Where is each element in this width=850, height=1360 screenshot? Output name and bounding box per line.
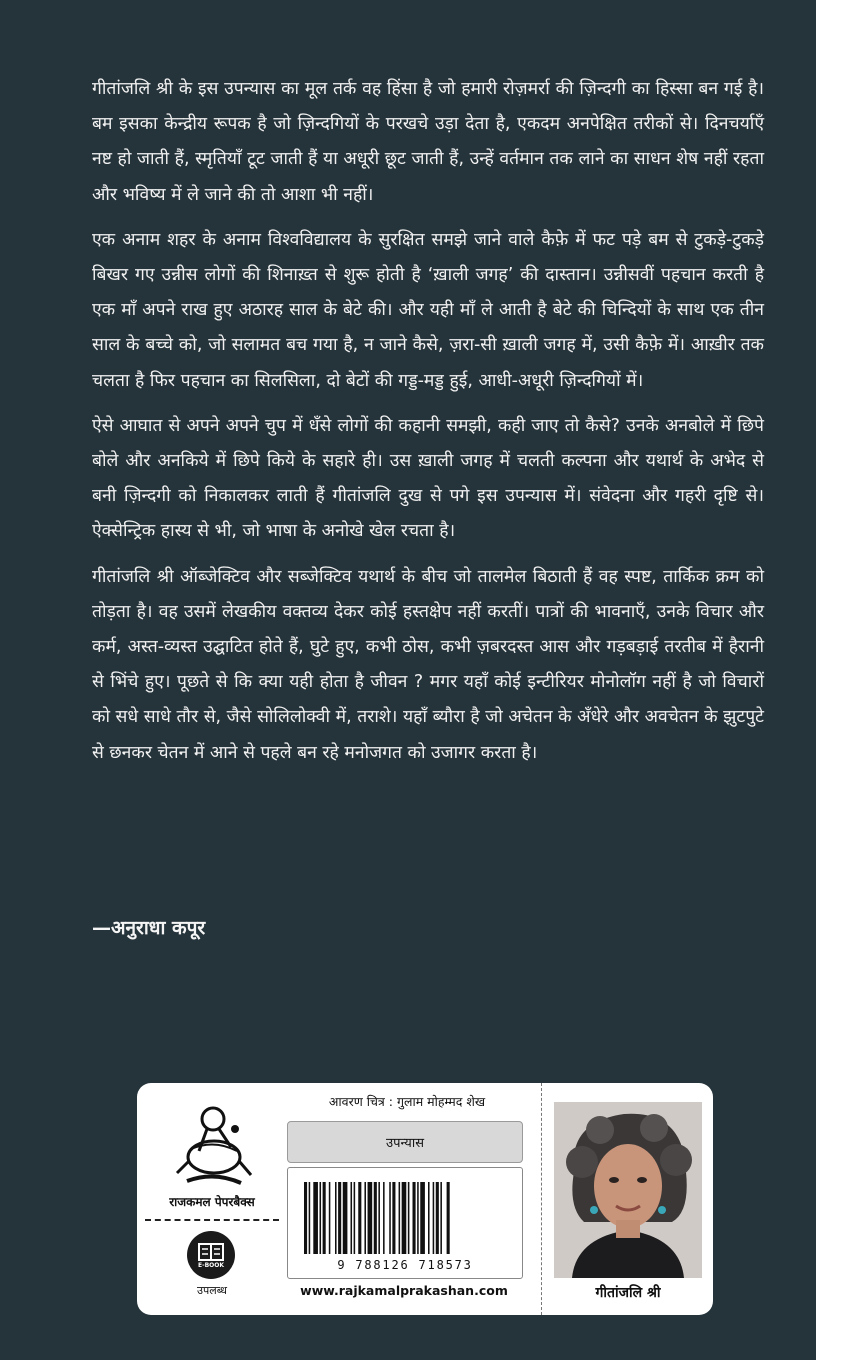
- barcode-bar: [428, 1182, 430, 1254]
- ebook-icon: [187, 1231, 235, 1279]
- barcode-bar: [338, 1182, 341, 1254]
- dashed-divider: [145, 1219, 279, 1221]
- barcode-bar: [408, 1182, 410, 1254]
- barcode-bar: [417, 1182, 419, 1254]
- author-photo: [554, 1102, 702, 1278]
- cover-art-credit: आवरण चित्र : गुलाम मोहम्मद शेख: [328, 1094, 486, 1109]
- review-signature: —अनुराधा कपूर: [92, 917, 206, 939]
- info-panel: [137, 1083, 713, 1315]
- publisher-column: [137, 1083, 287, 1315]
- barcode-bar: [354, 1182, 356, 1254]
- ebook-badge-text: E-BOOK: [197, 1262, 224, 1269]
- barcode-bar: [420, 1182, 425, 1254]
- blurb-paragraph-3: ऐसे आघात से अपने अपने चुप में धँसे लोगों की कहानी समझी, कही जाए तो कैसे? उनके अनबोले में छिपे बोले और अनकिये में छिपे किये के सहारे ही। उस ख़ाली जगह में चलती कल्पना और यथार्थ के अभेद से बनी ज़िन्दगी को निकालकर लाती हैं गीतांजलि दुख से पगे इस उपन्यास में। संवेदना और गहरी दृष्टि से। ऐक्सेन्ट्रिक हास्य से भी, जो भाषा के अनोखे खेल रचता है।: [92, 415, 764, 542]
- barcode-bar: [323, 1182, 326, 1254]
- barcode-bar: [402, 1182, 407, 1254]
- barcode-bar: [378, 1182, 380, 1254]
- genre-box: [287, 1121, 523, 1163]
- barcode-bar: [399, 1182, 401, 1254]
- blurb-paragraph-1: गीतांजलि श्री के इस उपन्यास का मूल तर्क वह हिंसा है जो हमारी रोज़मर्रा की ज़िन्दगी का हिस्सा बन गई है। बम इसका केन्द्रीय रूपक है जो ज़िन्दगियों के परखचे उड़ा देता है, एकदम अनपेक्षित तरीकों से। दिनचर्याएँ नष्ट हो जाती हैं, स्मृतियाँ टूट जाती हैं या अधूरी छूट जाती हैं, उन्हें वर्तमान तक लाने का साधन शेष नहीं रहता और भविष्य में ले जाने की तो आशा भी नहीं।: [92, 79, 764, 205]
- publisher-name: राजकमल पेपरबैक्स: [169, 1195, 255, 1209]
- blurb-paragraph-4: गीतांजलि श्री ऑब्जेक्टिव और सब्जेक्टिव यथार्थ के बीच जो तालमेल बिठाती हैं वह स्पष्ट, तार्किक क्रम को तोड़ता है। वह उसमें लेखकीय वक्तव्य देकर कोई हस्तक्षेप नहीं करतीं। पात्रों की भावनाएँ, उनके विचार और कर्म, अस्त-व्यस्त उद्घाटित होते हैं, घुटे हुए, कभी ठोस, कभी ज़बरदस्त आस और गड़बड़ाई तरतीब में हैरानी से भिंचे हुए। पूछते से कि क्या यही होता है जीवन ? मगर यहाँ कोई इन्टीरियर मोनोलॉग नहीं है जो विचारों को सधे साधे तौर से, जैसे सोलिलोक्वी में, तराशे। यहाँ ब्यौरा है जो अचेतन के अँधेरे और अवचेतन के झुटपुटे से छनकर चेतन में आने से पहले बन रहे मनोजगत को उजागर करता है।: [92, 566, 764, 763]
- isbn-number: 9 788126 718573: [337, 1258, 473, 1272]
- barcode-bar: [313, 1182, 318, 1254]
- barcode-bar: [329, 1182, 331, 1254]
- barcode-bars: [302, 1182, 508, 1256]
- barcode-bar: [358, 1182, 361, 1254]
- barcode-bar: [389, 1182, 391, 1254]
- panel-divider: [541, 1083, 542, 1315]
- barcode-bar: [343, 1182, 348, 1254]
- barcode-bar: [364, 1182, 366, 1254]
- barcode-bar: [309, 1182, 311, 1254]
- page-edge-margin: [816, 0, 850, 1360]
- publisher-website: www.rajkamalprakashan.com: [300, 1283, 508, 1298]
- barcode-bar: [433, 1182, 435, 1254]
- author-name: गीतांजलि श्री: [595, 1285, 661, 1301]
- barcode-bar: [351, 1182, 353, 1254]
- barcode-bar: [320, 1182, 322, 1254]
- barcode-bar: [392, 1182, 395, 1254]
- barcode-bar: [304, 1182, 307, 1254]
- blurb-paragraph-2: एक अनाम शहर के अनाम विश्वविद्यालय के सुरक्षित समझे जाने वाले कैफ़े में फट पड़े बम से टुकड़े-टुकड़े बिखर गए उन्नीस लोगों की शिनाख़्त से शुरू होती है ‘ख़ाली जगह’ की दास्तान। उन्नीसवीं पहचान करती है एक माँ अपने राख हुए अठारह साल के बेटे की। और यही माँ ले आती है बेटे की चिन्दियों के साथ एक तीन साल के बच्चे को, जो सलामत बच गया है, न जाने कैसे, ज़रा-सी ख़ाली जगह में, उसी कैफ़े में। आख़ीर तक चलता है फिर पहचान का सिलसिला, दो बेटों की गड्ड-मड्ड हुई, आधी-अधूरी ज़िन्दगियों में।: [92, 229, 764, 391]
- genre-label: उपन्यास: [385, 1136, 425, 1151]
- barcode-bar: [383, 1182, 385, 1254]
- barcode-bar: [413, 1182, 416, 1254]
- ebook-availability-label: उपलब्ध: [197, 1284, 227, 1297]
- barcode-bar: [368, 1182, 373, 1254]
- blurb-text: [92, 72, 764, 781]
- publisher-logo-icon: [169, 1099, 259, 1191]
- barcode-bar: [374, 1182, 377, 1254]
- barcode-bar: [335, 1182, 337, 1254]
- barcode-bar: [447, 1182, 450, 1254]
- barcode-bar: [440, 1182, 442, 1254]
- barcode-bar: [436, 1182, 439, 1254]
- isbn-barcode: [287, 1167, 523, 1279]
